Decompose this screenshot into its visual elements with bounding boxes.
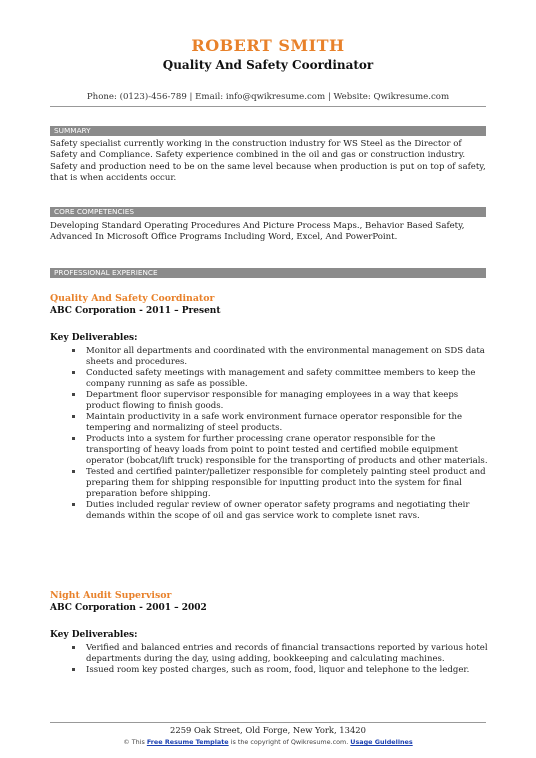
- footer-divider: [50, 722, 486, 723]
- list-item: Duties included regular review of owner operator safety programs and negotiating their demands within the scope of oil and gas service work to complete isnet ravs.: [50, 500, 490, 522]
- contact-line: Phone: (0123)-456-789 | Email: info@qwikresume.com | Website: Qwikresume.com: [86, 92, 450, 102]
- bullet-icon: [72, 470, 75, 473]
- bullet-icon: [72, 437, 75, 440]
- footer-address: 2259 Oak Street, Old Forge, New York, 13420: [170, 725, 366, 735]
- key-deliverables-label: Key Deliverables:: [50, 333, 138, 343]
- list-item: Maintain productivity in a safe work environment furnace operator responsible for the tempering and normalizing of steel products.: [50, 412, 490, 434]
- job-bullets: [50, 643, 490, 676]
- bullet-icon: [72, 371, 75, 374]
- bullet-icon: [72, 668, 75, 671]
- copyright-text: is the copyright of Qwikresume.com.: [230, 738, 349, 746]
- bullet-icon: [72, 415, 75, 418]
- list-item: Tested and certified painter/palletizer responsible for completely painting steel product and preparing them for shipping responsible for inputting product into the system for final preparation before shipping.: [50, 467, 490, 500]
- job-bullets: [50, 346, 490, 522]
- candidate-title: Quality And Safety Coordinator: [162, 58, 374, 72]
- job-role: Quality And Safety Coordinator: [50, 293, 215, 304]
- job-company: ABC Corporation - 2011 – Present: [50, 306, 221, 316]
- header-divider: [50, 106, 486, 107]
- footer-copyright: [0, 738, 536, 746]
- summary-heading: SUMMARY: [50, 126, 486, 136]
- free-resume-template-link[interactable]: Free Resume Template: [146, 738, 229, 746]
- competencies-text: Developing Standard Operating Procedures And Picture Process Maps., Behavior Based Safety, Advanced In Microsoft Office Programs Including Word, Excel, And PowerPoint.: [50, 221, 465, 243]
- key-deliverables-label: Key Deliverables:: [50, 630, 138, 640]
- job-company: ABC Corporation - 2001 – 2002: [50, 603, 207, 613]
- bullet-icon: [72, 646, 75, 649]
- list-item: Issued room key posted charges, such as room, food, liquor and telephone to the ledger.: [50, 665, 490, 676]
- bullet-icon: [72, 349, 75, 352]
- experience-heading: PROFESSIONAL EXPERIENCE: [50, 268, 486, 278]
- bullet-icon: [72, 503, 75, 506]
- bullet-icon: [72, 393, 75, 396]
- job-role: Night Audit Supervisor: [50, 590, 172, 601]
- copyright-prefix: © This: [123, 738, 145, 746]
- competencies-heading: CORE COMPETENCIES: [50, 207, 486, 217]
- list-item: Monitor all departments and coordinated with the environmental management on SDS data sheets and procedures.: [50, 346, 490, 368]
- list-item: Conducted safety meetings with management and safety committee members to keep the company running as safe as possible.: [50, 368, 490, 390]
- list-item: Products into a system for further processing crane operator responsible for the transporting of heavy loads from point to point tested and certified mobile equipment operator (bobcat/lift truck) responsible for the transporting of products and other materials.: [50, 434, 490, 467]
- list-item: Verified and balanced entries and records of financial transactions reported by various hotel departments during the day, using adding, bookkeeping and calculating machines.: [50, 643, 490, 665]
- candidate-name: ROBERT SMITH: [191, 36, 345, 55]
- list-item: Department floor supervisor responsible for managing employees in a way that keeps product flowing to finish goods.: [50, 390, 490, 412]
- summary-text: Safety specialist currently working in the construction industry for WS Steel as the Director of Safety and Compliance. Safety experience combined in the oil and gas or construction industry. Safety and production need to be on the same level because when production is put on top of safety, that is when accidents occur.: [50, 139, 486, 184]
- usage-guidelines-link[interactable]: Usage Guidelines: [350, 738, 413, 746]
